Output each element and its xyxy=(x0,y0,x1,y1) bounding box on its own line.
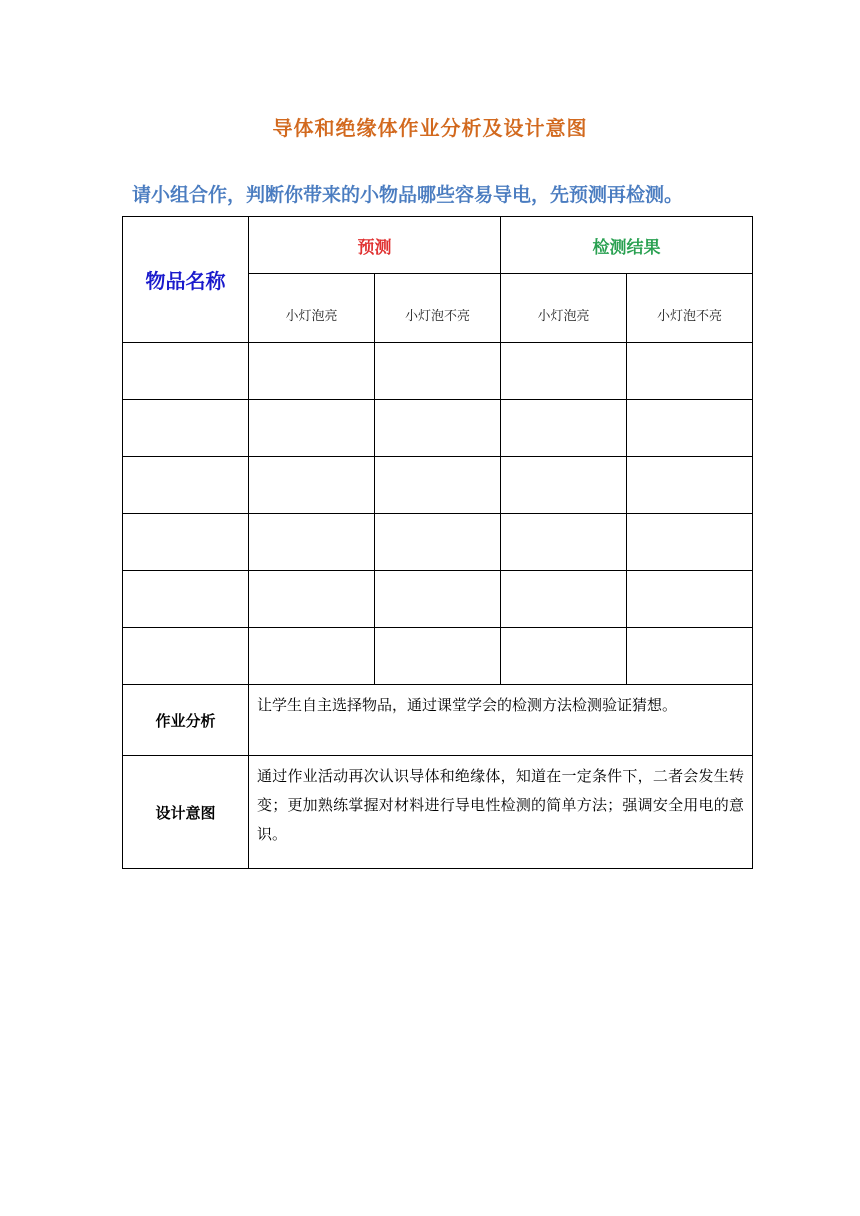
table-row xyxy=(123,343,753,400)
table-header-row xyxy=(123,217,753,274)
design-intent-label: 设计意图 xyxy=(123,756,249,869)
result-unlit-cell[interactable] xyxy=(627,343,753,400)
result-lit-cell[interactable] xyxy=(501,400,627,457)
result-lit-cell[interactable] xyxy=(501,571,627,628)
design-intent-row xyxy=(123,756,753,869)
prediction-unlit-cell[interactable] xyxy=(375,400,501,457)
result-unlit-header: 小灯泡不亮 xyxy=(627,274,753,343)
item-name-header: 物品名称 xyxy=(123,217,249,343)
table-row xyxy=(123,457,753,514)
prediction-unlit-header: 小灯泡不亮 xyxy=(375,274,501,343)
design-intent-text: 通过作业活动再次认识导体和绝缘体，知道在一定条件下，二者会发生转变；更加熟练掌握对材料进行导电性检测的简单方法；强调安全用电的意识。 xyxy=(249,756,753,869)
result-unlit-cell[interactable] xyxy=(627,457,753,514)
analysis-row xyxy=(123,685,753,756)
result-unlit-cell[interactable] xyxy=(627,628,753,685)
table-row xyxy=(123,400,753,457)
prediction-lit-cell[interactable] xyxy=(249,571,375,628)
prediction-lit-cell[interactable] xyxy=(249,343,375,400)
result-lit-cell[interactable] xyxy=(501,457,627,514)
prediction-lit-cell[interactable] xyxy=(249,514,375,571)
prediction-lit-header: 小灯泡亮 xyxy=(249,274,375,343)
prediction-unlit-cell[interactable] xyxy=(375,514,501,571)
item-name-cell[interactable] xyxy=(123,343,249,400)
document-title: 导体和绝缘体作业分析及设计意图 xyxy=(272,116,588,140)
result-lit-cell[interactable] xyxy=(501,514,627,571)
item-name-cell[interactable] xyxy=(123,571,249,628)
prediction-unlit-cell[interactable] xyxy=(375,457,501,514)
prediction-lit-cell[interactable] xyxy=(249,400,375,457)
prediction-header: 预测 xyxy=(249,217,501,274)
prediction-lit-cell[interactable] xyxy=(249,628,375,685)
record-table xyxy=(122,216,753,869)
result-unlit-cell[interactable] xyxy=(627,400,753,457)
analysis-text: 让学生自主选择物品，通过课堂学会的检测方法检测验证猜想。 xyxy=(249,685,753,756)
instruction-text: 请小组合作，判断你带来的小物品哪些容易导电，先预测再检测。 xyxy=(132,184,684,206)
prediction-unlit-cell[interactable] xyxy=(375,571,501,628)
item-name-cell[interactable] xyxy=(123,457,249,514)
table-row xyxy=(123,571,753,628)
item-name-cell[interactable] xyxy=(123,400,249,457)
result-lit-cell[interactable] xyxy=(501,343,627,400)
prediction-unlit-cell[interactable] xyxy=(375,628,501,685)
result-lit-header: 小灯泡亮 xyxy=(501,274,627,343)
table-row xyxy=(123,628,753,685)
analysis-label: 作业分析 xyxy=(123,685,249,756)
result-unlit-cell[interactable] xyxy=(627,571,753,628)
result-lit-cell[interactable] xyxy=(501,628,627,685)
table-row xyxy=(123,514,753,571)
result-unlit-cell[interactable] xyxy=(627,514,753,571)
item-name-cell[interactable] xyxy=(123,628,249,685)
prediction-lit-cell[interactable] xyxy=(249,457,375,514)
item-name-cell[interactable] xyxy=(123,514,249,571)
prediction-unlit-cell[interactable] xyxy=(375,343,501,400)
test-result-header: 检测结果 xyxy=(501,217,753,274)
